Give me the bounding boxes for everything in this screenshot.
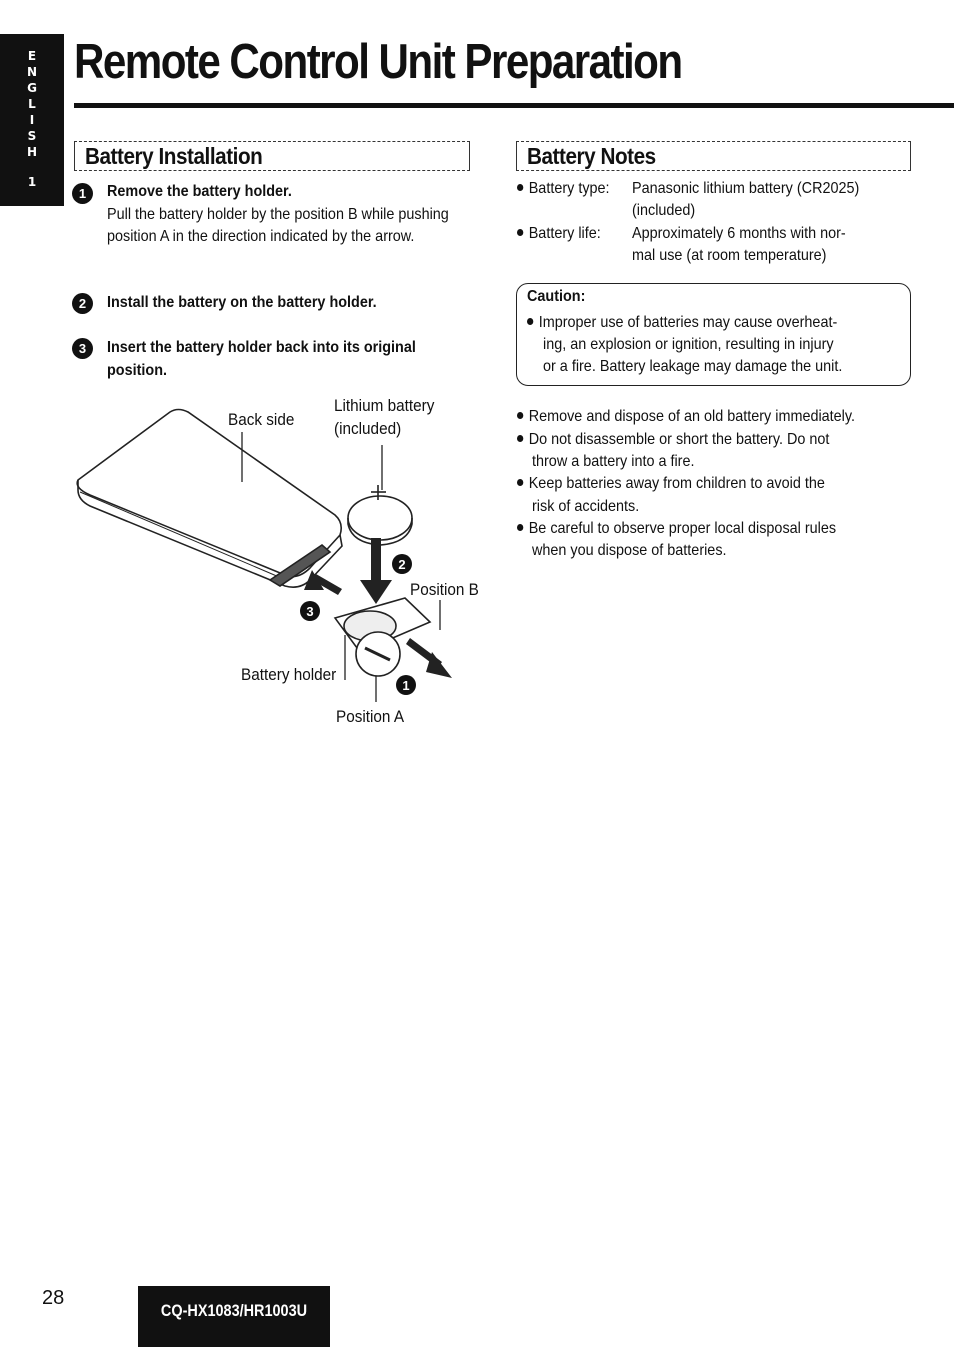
installation-heading-box <box>74 141 470 171</box>
step2-number: 2 <box>72 293 93 314</box>
title-rule <box>74 103 954 108</box>
language-tab-number: 1 <box>27 175 37 189</box>
note-bullet-1 <box>517 406 855 428</box>
notes-heading-box <box>516 141 911 171</box>
step3-title-cont: position. <box>107 362 167 379</box>
note-bullet-3 <box>517 473 825 495</box>
label-position-b: Position B <box>410 580 479 599</box>
bullet-dot <box>517 412 523 419</box>
label-included: (included) <box>334 419 402 438</box>
model-number: CQ-HX1083/HR1003U <box>160 1301 308 1320</box>
language-tab <box>0 34 64 206</box>
remote-control-illustration <box>77 410 342 588</box>
note-bullet-2 <box>517 429 829 451</box>
step1-number: 1 <box>72 183 93 204</box>
battery-holder-illustration <box>335 598 430 676</box>
note-bullet-4-text: Be careful to observe proper local disposal rules <box>528 520 837 537</box>
step1-body: Pull the battery holder by the position B while pushing position A in the direction indicated by the arrow. <box>107 206 449 245</box>
battery-type-value: Panasonic lithium battery (CR2025) <box>632 180 860 197</box>
step1-title: Remove the battery holder. <box>107 183 292 200</box>
note-bullet-3-text: Keep batteries away from children to avoid the <box>528 475 825 492</box>
diagram-mark-1: 1 <box>402 678 410 693</box>
step3-title: Insert the battery holder back into its original <box>107 339 416 356</box>
reinsert-arrow <box>304 570 342 595</box>
caution-line2: ing, an explosion or ignition, resulting in injury <box>543 336 834 353</box>
caution-line3: or a fire. Battery leakage may damage the unit. <box>543 358 843 375</box>
bullet-dot <box>517 524 523 531</box>
installation-heading: Battery Installation <box>85 143 263 169</box>
bullet-dot <box>517 184 523 191</box>
bullet-dot <box>517 435 523 442</box>
bullet-dot <box>527 318 533 325</box>
note-bullet-4-cont: when you dispose of batteries. <box>532 542 727 559</box>
diagram-mark-2: 2 <box>398 557 406 572</box>
note-bullet-3-cont: risk of accidents. <box>532 498 640 515</box>
bullet-dot <box>517 479 523 486</box>
bullet-dot <box>517 229 523 236</box>
caution-line1 <box>527 312 837 334</box>
label-position-a: Position A <box>336 707 405 726</box>
battery-life-value: Approximately 6 months with nor- <box>632 225 846 242</box>
pull-arrow <box>406 638 452 678</box>
battery-life-row <box>517 223 601 245</box>
label-back-side: Back side <box>228 410 295 429</box>
battery-type-label: Battery type: <box>528 180 610 197</box>
battery-life-label: Battery life: <box>528 225 601 242</box>
note-bullet-4 <box>517 518 836 540</box>
language-tab-letters: E N G L I S H <box>26 49 38 159</box>
note-bullet-1-text: Remove and dispose of an old battery immediately. <box>528 408 856 425</box>
battery-type-value-cont: (included) <box>632 202 696 219</box>
battery-life-value-cont: mal use (at room temperature) <box>632 247 827 264</box>
diagram-mark-3: 3 <box>306 604 314 619</box>
caution-title: Caution: <box>527 288 586 305</box>
page-number: 28 <box>42 1287 65 1309</box>
note-bullet-2-cont: throw a battery into a fire. <box>532 453 695 470</box>
note-bullet-2-text: Do not disassemble or short the battery. Do not <box>528 431 830 448</box>
battery-installation-diagram <box>60 390 500 740</box>
caution-text-1: Improper use of batteries may cause overheat- <box>538 314 838 331</box>
notes-heading: Battery Notes <box>527 143 656 169</box>
label-lithium-battery: Lithium battery <box>334 396 435 415</box>
label-battery-holder: Battery holder <box>241 665 337 684</box>
lithium-battery-coin <box>348 485 412 545</box>
step3-number: 3 <box>72 338 93 359</box>
insert-arrow <box>360 538 392 604</box>
step2-title: Install the battery on the battery holder. <box>107 294 377 311</box>
page-title: Remote Control Unit Preparation <box>74 35 682 89</box>
battery-type-row <box>517 178 610 200</box>
model-badge <box>138 1286 330 1347</box>
